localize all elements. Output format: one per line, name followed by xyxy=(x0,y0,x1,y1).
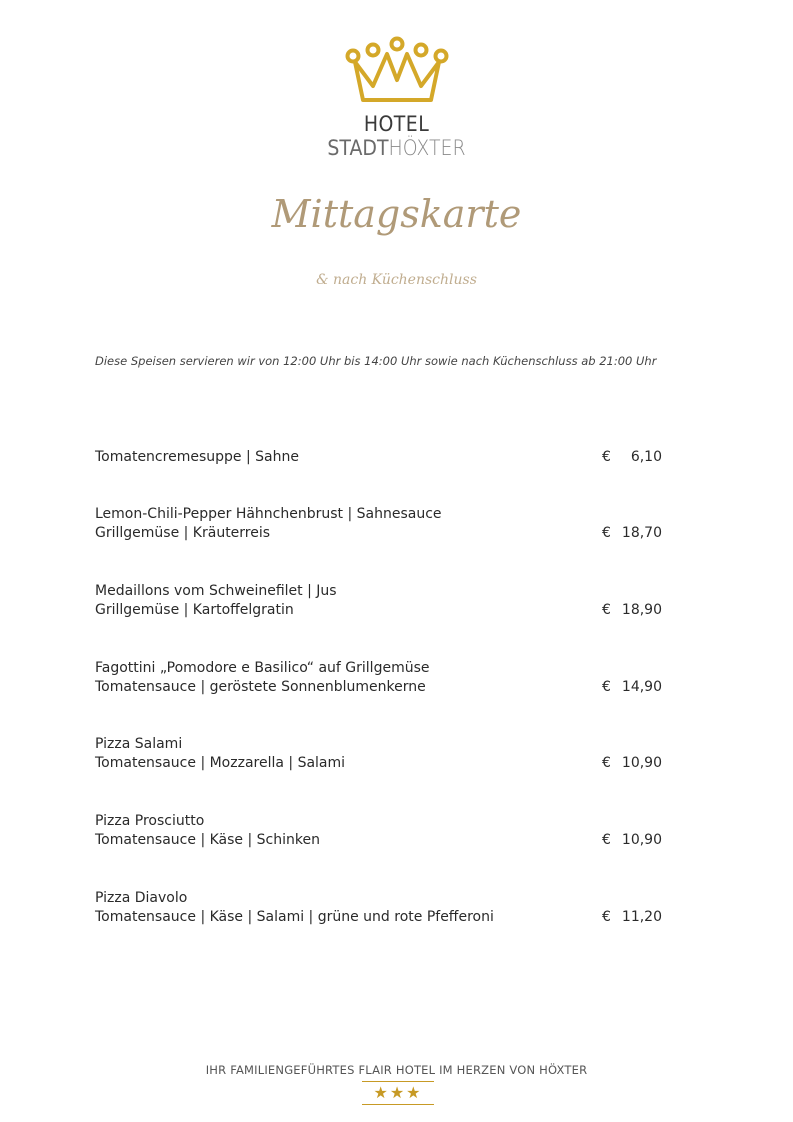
dish-price xyxy=(602,908,662,927)
currency-symbol: € xyxy=(602,525,611,541)
hotel-wordmark: HOTEL xyxy=(363,112,430,136)
dish-sides: Tomatensauce | geröstete Sonnenblumenkerne xyxy=(95,679,426,695)
stadt-word: STADT xyxy=(327,136,389,160)
dish-price xyxy=(602,678,662,697)
menu-item xyxy=(95,505,665,543)
menu-title: Mittagskarte xyxy=(271,192,522,236)
price-value: 14,90 xyxy=(621,679,662,695)
price-value: 10,90 xyxy=(621,832,662,848)
menu-item xyxy=(95,448,665,467)
currency-symbol: € xyxy=(602,755,611,771)
dish-name: Pizza Salami xyxy=(95,736,183,752)
currency-symbol: € xyxy=(602,602,611,618)
menu-item xyxy=(95,812,665,850)
dish-name: Fagottini „Pomodore e Basilico“ auf Grillgemüse xyxy=(95,660,430,676)
menu-item xyxy=(95,659,665,697)
dish-name: Lemon-Chili-Pepper Hähnchenbrust | Sahnesauce xyxy=(95,506,442,522)
star-icons: ★★★ xyxy=(373,1083,423,1102)
serving-times-note: Diese Speisen servieren wir von 12:00 Uhr bis 14:00 Uhr sowie nach Küchenschluss ab 21:00 Uhr xyxy=(95,354,657,368)
dish-price xyxy=(602,754,662,773)
footer-tagline: IHR FAMILIENGEFÜHRTES FLAIR HOTEL IM HERZEN VON HÖXTER xyxy=(205,1063,588,1077)
menu-subtitle: & nach Küchenschluss xyxy=(316,272,477,288)
price-value: 6,10 xyxy=(630,449,662,465)
menu-item xyxy=(95,889,665,927)
dish-name: Medaillons vom Schweinefilet | Jus xyxy=(95,583,337,599)
dish-price xyxy=(602,524,662,543)
dish-price xyxy=(602,448,662,467)
dish-sides: Grillgemüse | Kräuterreis xyxy=(95,525,271,541)
price-value: 18,90 xyxy=(621,602,662,618)
crown-icon xyxy=(345,36,449,106)
dish-sides: Tomatensauce | Käse | Schinken xyxy=(95,832,320,848)
dish-sides: Grillgemüse | Kartoffelgratin xyxy=(95,602,294,618)
price-value: 18,70 xyxy=(621,525,662,541)
price-value: 10,90 xyxy=(621,755,662,771)
dish-price xyxy=(602,831,662,850)
currency-symbol: € xyxy=(602,449,611,465)
menu-item xyxy=(95,735,665,773)
hotel-logo xyxy=(0,36,793,160)
currency-symbol: € xyxy=(602,832,611,848)
hotel-stars-badge xyxy=(362,1081,434,1105)
dish-price xyxy=(602,601,662,620)
dish-name: Pizza Diavolo xyxy=(95,890,188,906)
menu-item xyxy=(95,582,665,620)
dish-name: Pizza Prosciutto xyxy=(95,813,205,829)
dish-sides: Tomatensauce | Mozzarella | Salami xyxy=(95,755,346,771)
price-value: 11,20 xyxy=(621,909,662,925)
currency-symbol: € xyxy=(602,679,611,695)
stadt-hoexter-wordmark xyxy=(40,136,754,160)
hoexter-word: HÖXTER xyxy=(388,136,466,160)
dish-name: Tomatencremesuppe | Sahne xyxy=(95,449,299,465)
dish-sides: Tomatensauce | Käse | Salami | grüne und rote Pfefferoni xyxy=(95,909,494,925)
currency-symbol: € xyxy=(602,909,611,925)
